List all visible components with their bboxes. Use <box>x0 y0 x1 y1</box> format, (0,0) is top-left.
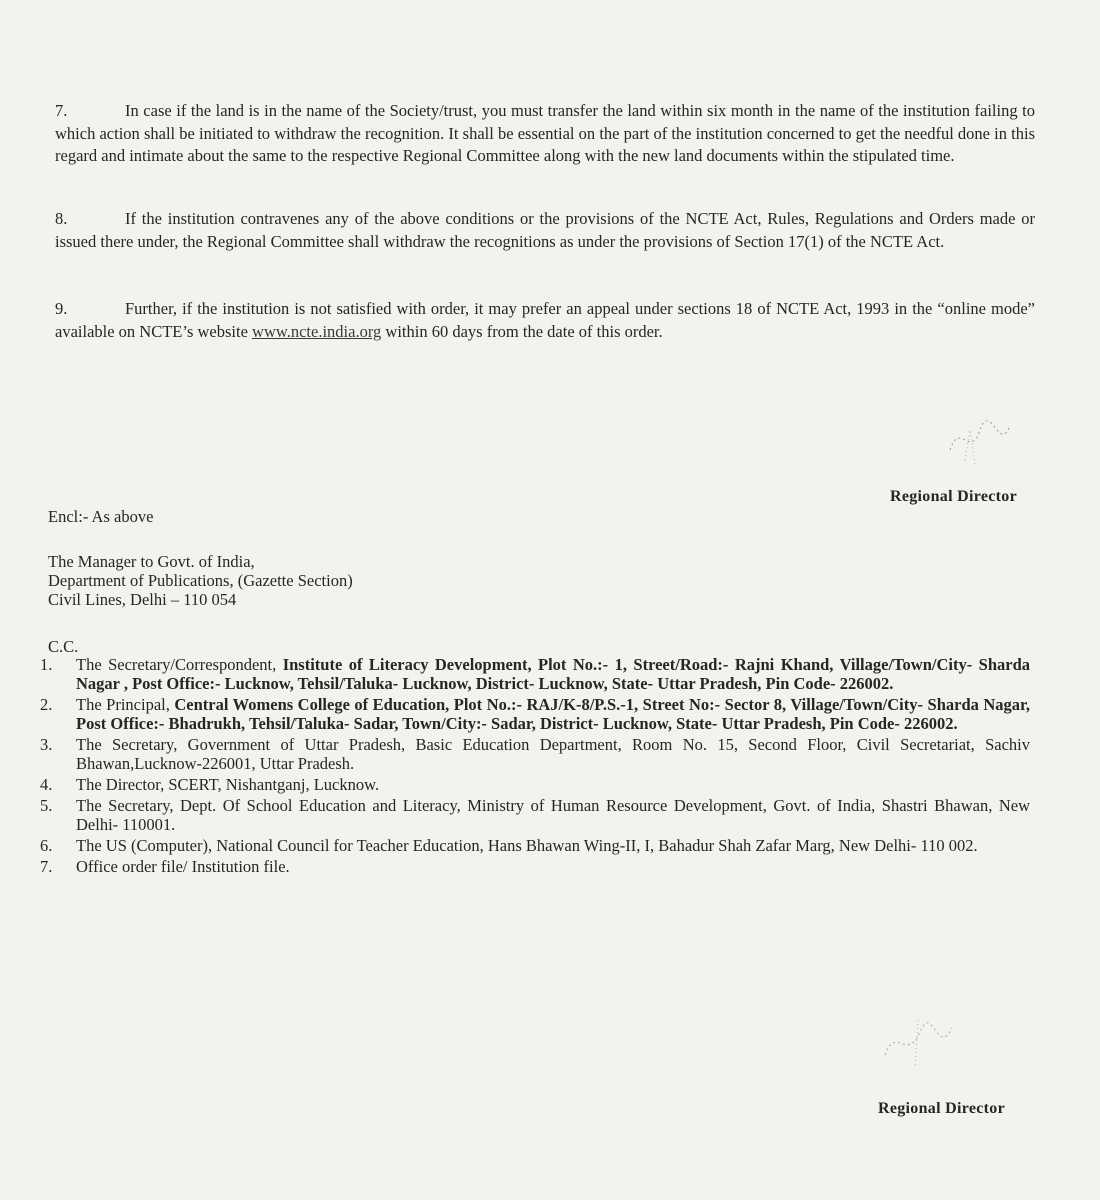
ncte-website-link[interactable]: www.ncte.india.org <box>252 321 382 341</box>
cc-item-lead: The US (Computer), National Council for Teacher Education, Hans Bhawan Wing-II, I, Bahadur Shah Zafar Marg, New Delhi- 110 002. <box>76 836 978 855</box>
enclosure-line: Encl:- As above <box>48 507 154 526</box>
cc-item-number: 1. <box>40 655 53 674</box>
addressee-line-1: The Manager to Govt. of India, <box>48 552 255 571</box>
cc-list <box>40 655 1030 878</box>
cc-item-number: 3. <box>40 735 53 754</box>
cc-item <box>40 695 1030 733</box>
cc-item-number: 6. <box>40 836 53 855</box>
cc-item-number: 7. <box>40 857 53 876</box>
cc-item <box>40 857 1030 876</box>
addressee-line-3: Civil Lines, Delhi – 110 054 <box>48 590 237 609</box>
cc-item-number: 2. <box>40 695 53 714</box>
cc-item-number: 4. <box>40 775 53 794</box>
cc-item-lead: The Secretary, Government of Uttar Pradesh, Basic Education Department, Room No. 15, Second Floor, Civil Secretariat, Sachiv Bhawan,Lucknow-226001, Uttar Pradesh. <box>76 735 1030 773</box>
cc-item <box>40 735 1030 773</box>
cc-item <box>40 836 1030 855</box>
addressee-line-2: Department of Publications, (Gazette Section) <box>48 571 353 590</box>
cc-item-address: Central Womens College of Education, Plot No.:- RAJ/K-8/P.S.-1, Street No:- Sector 8, Village/Town/City- Sharda Nagar, Post Office:- Bhadrukh, Tehsil/Taluka- Sadar, Town/City:- Sadar, District- Lucknow, State- Uttar Pradesh, Pin Code- 226002. <box>76 695 1030 733</box>
cc-item <box>40 655 1030 693</box>
paragraph-text: If the institution contravenes any of the above conditions or the provisions of the NCTE Act, Rules, Regulations and Orders made or issued there under, the Regional Committee shall withdraw the recognitions as under the provisions of Section 17(1) of the NCTE Act. <box>55 209 1035 251</box>
signature-image <box>930 410 1020 470</box>
paragraph-number: 7. <box>55 101 68 120</box>
paragraph-number: 9. <box>55 299 68 318</box>
cc-item <box>40 796 1030 834</box>
cc-item-number: 5. <box>40 796 53 815</box>
cc-item-lead: The Principal, <box>76 695 175 714</box>
paragraph-text: In case if the land is in the name of the Society/trust, you must transfer the land within six month in the name of the institution failing to which action shall be initiated to withdraw the recognition. It shall be essential on the part of the institution concerned to get the needful done in this regard and intimate about the same to the respective Regional Committee along with the new land documents within the stipulated time. <box>55 101 1035 165</box>
cc-item-lead: The Secretary, Dept. Of School Education and Literacy, Ministry of Human Resource Development, Govt. of India, Shastri Bhawan, New Delhi- 110001. <box>76 796 1030 834</box>
paragraph-number: 8. <box>55 209 68 228</box>
addressee-block <box>48 552 353 609</box>
cc-item <box>40 775 1030 794</box>
signature-image <box>870 1010 960 1070</box>
cc-item-lead: Office order file/ Institution file. <box>76 857 290 876</box>
paragraph-8 <box>55 208 1035 253</box>
paragraph-text-end: within 60 days from the date of this order. <box>381 321 663 341</box>
regional-director-signature-1: Regional Director <box>890 488 1017 505</box>
cc-item-lead: The Secretary/Correspondent, <box>76 655 283 674</box>
paragraph-text: Further, if the institution is not satisfied with order, it may prefer an appeal under sections 18 of NCTE Act, 1993 in the “online mode” available on NCTE’s website <box>55 299 1035 341</box>
paragraph-7 <box>55 100 1035 168</box>
cc-item-address: Institute of Literacy Development, Plot No.:- 1, Street/Road:- Rajni Khand, Village/Town/City- Sharda Nagar , Post Office:- Lucknow, Tehsil/Taluka- Lucknow, District- Lucknow, State- Uttar Pradesh, Pin Code- 226002. <box>76 655 1030 693</box>
regional-director-signature-2: Regional Director <box>878 1100 1005 1117</box>
cc-title: C.C. <box>48 637 79 656</box>
paragraph-9 <box>55 298 1035 343</box>
cc-item-lead: The Director, SCERT, Nishantganj, Lucknow. <box>76 775 380 794</box>
